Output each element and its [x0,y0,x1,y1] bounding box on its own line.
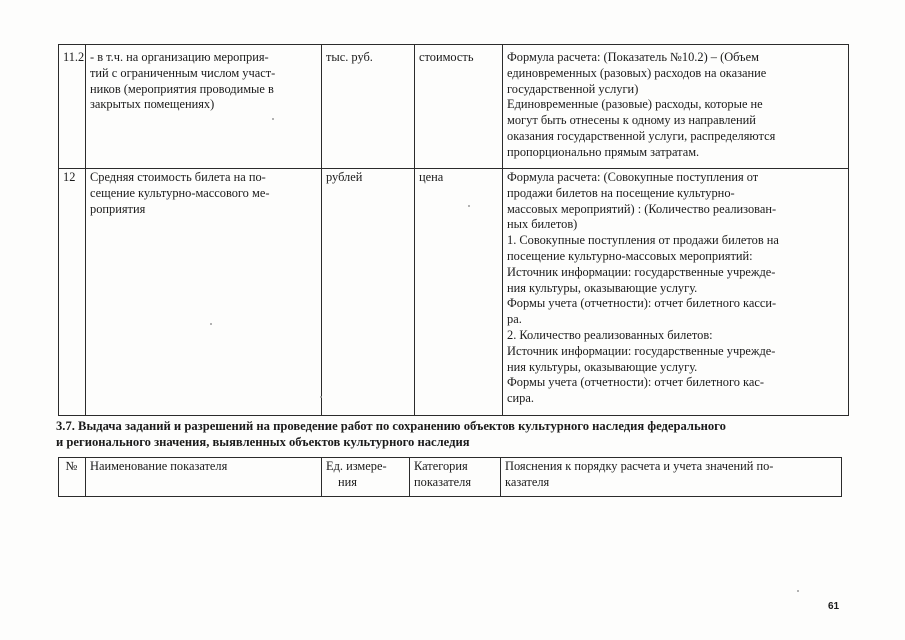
text-line: сира. [507,391,534,406]
section-heading-line: и регионального значения, выявленных объектов культурного наследия [56,435,470,449]
text-line: Формула расчета: (Совокупные поступления от [507,170,759,184]
text-line: государственной услуги) [507,81,639,96]
scan-speck [797,590,799,592]
unit-cell: тыс. руб. [322,45,415,169]
category-cell: цена [415,169,503,416]
text-line: Категория [414,459,468,473]
indicator-name [86,45,322,169]
text-line: тий с ограниченным числом участ- [90,65,276,80]
section-heading [56,418,856,450]
text-line: Формы учета (отчетности): отчет билетного кас- [507,375,764,390]
text-line: посещение культурно-массовых мероприятий: [507,248,753,263]
row-number: 12 [59,169,86,416]
text-line: оказания государственной услуги, распределяются [507,128,776,143]
table-header-row [59,458,842,497]
text-line: ния культуры, оказывающие услугу. [507,280,698,295]
text-line: продажи билетов на посещение культурно- [507,185,735,200]
section-header-table [58,457,842,497]
text-line: сещение культурно-массового ме- [90,185,270,200]
text-line: единовременных (разовых) расходов на оказание [507,65,767,80]
scan-speck [272,118,274,120]
text-line: Источник информации: государственные учрежде- [507,343,776,358]
text-line: Единовременные (разовые) расходы, которые не [507,97,763,112]
text-line: закрытых помещениях) [90,97,215,112]
text-line: массовых мероприятий) : (Количество реализован- [507,201,777,216]
table-row [59,169,849,416]
text-line: Средняя стоимость билета на по- [90,170,266,184]
text-line: Формула расчета: (Показатель №10.2) – (Объем [507,50,759,64]
text-line: роприятия [90,201,146,216]
text-line: ния культуры, оказывающие услугу. [507,359,698,374]
text-line: показателя [414,474,472,489]
text-line: ра. [507,312,522,327]
indicator-name [86,169,322,416]
category-cell: стоимость [415,45,503,169]
text-line: пропорционально прямым затратам. [507,144,700,159]
explanation-cell [503,45,849,169]
explanation-cell [503,169,849,416]
scan-speck [320,396,322,398]
page-number: 61 [828,601,840,612]
header-unit [322,458,410,497]
text-line: Источник информации: государственные учрежде- [507,264,776,279]
table-row [59,45,849,169]
text-line: ния [338,474,357,489]
text-line: Ед. измере- [326,459,387,473]
text-line: могут быть отнесены к одному из направлений [507,113,756,128]
header-name: Наименование показателя [86,458,322,497]
scan-speck [210,323,212,325]
text-line: Пояснения к порядку расчета и учета значений по- [505,459,774,473]
text-line: 2. Количество реализованных билетов: [507,327,713,342]
text-line: Формы учета (отчетности): отчет билетного касси- [507,296,777,311]
text-line: 1. Совокупные поступления от продажи билетов на [507,233,779,248]
unit-cell: рублей [322,169,415,416]
text-line: ников (мероприятия проводимые в [90,81,274,96]
header-explanation [501,458,842,497]
text-line: - в т.ч. на организацию мероприя- [90,50,269,64]
text-line: ных билетов) [507,217,578,232]
section-heading-line: 3.7. Выдача заданий и разрешений на проведение работ по сохранению объектов культурного наследия федерального [56,419,726,433]
indicator-table [58,44,849,416]
scan-speck [468,205,470,207]
row-number: 11.2 [59,45,86,169]
header-no: № [59,458,86,497]
header-category [410,458,501,497]
text-line: казателя [505,474,550,489]
